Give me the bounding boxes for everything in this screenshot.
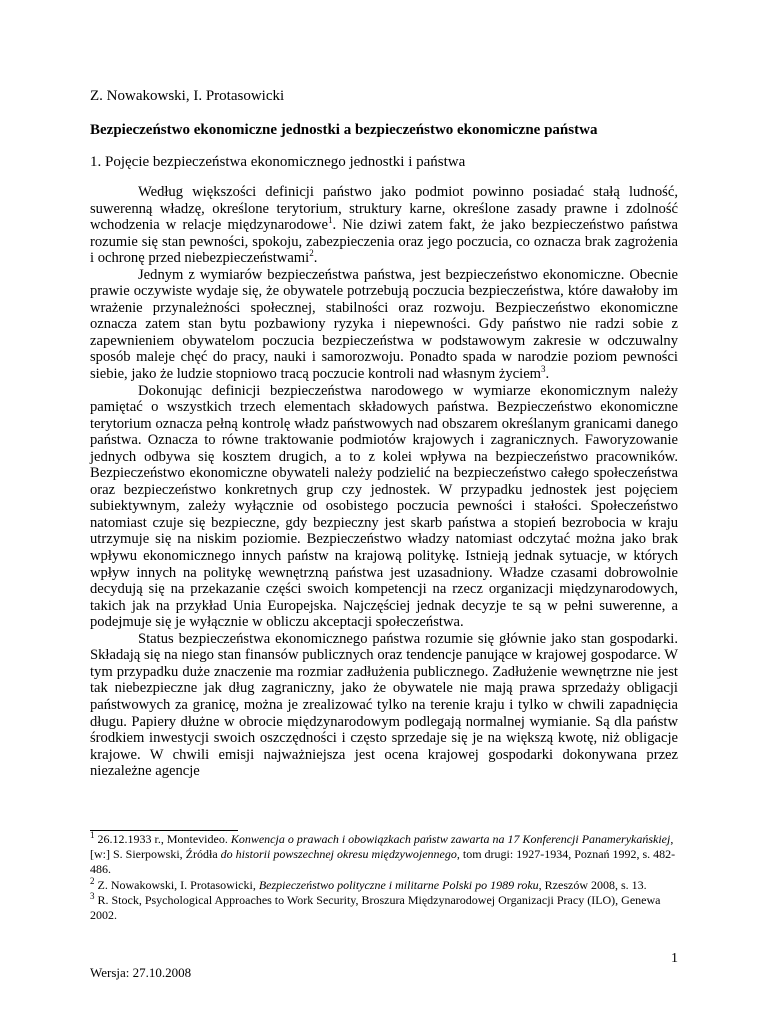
footnote-1: $^1$ 26.12.1933 r., Montevideo. Konwencja o prawach i obowiązkach państw zawarta na 17 Konferencji Panamerykańskiej, [w:] S. Sierpowski, Źródła do historii powszechnej okresu międzywojennego, tom drugi: 1927-1934, Poznań 1992, s. 482-486.	[90, 830, 676, 877]
footnote-ref-3[interactable]: 3	[541, 364, 546, 375]
section-heading: 1. Pojęcie bezpieczeństwa ekonomicznego jednostki i państwa	[90, 154, 466, 170]
footnote-separator	[90, 830, 238, 831]
page-number: 1	[671, 951, 678, 966]
version-footer: Wersja: 27.10.2008	[90, 965, 192, 980]
body-text	[90, 184, 678, 780]
footnotes	[90, 832, 678, 923]
paragraph-1: Według większości definicji państwo jako podmiot powinno posiadać stałą ludność, suwerenną władzę, określone terytorium, struktury karne, określone zasady prawne i zdolność wchodzenia w relacje międzynarodowe$^1$. Nie dziwi zatem fakt, że jako bezpieczeństwo państwa rozumie się stan pewności, spokoju, zabezpieczenia oraz jego poczucia, co oznacza brak zagrożenia i ochronę przed niebezpieczeństwami$^2$.	[90, 184, 678, 267]
authors: Z. Nowakowski, I. Protasowicki	[90, 88, 285, 104]
paragraph-2: Jednym z wymiarów bezpieczeństwa państwa, jest bezpieczeństwo ekonomiczne. Obecnie prawie oczywiste wydaje się, że obywatele potrzebują poczucia bezpieczeństwa, które dawałoby im wrażenie przynależności społecznej, stabilności oraz rozwoju. Bezpieczeństwo ekonomiczne oznacza zatem stan bytu pozbawiony ryzyka i niepewności. Gdy państwo nie radzi sobie z zapewnieniem obywatelom poczucia bezpieczeństwa w podstawowym zakresie w odczuwalny sposób maleje chęć do pracy, nauki i samorozwoju. Ponadto spada w narodzie poziom pewności siebie, jako że ludzie stopniowo tracą poczucie kontroli nad własnym życiem$^3$.	[90, 266, 678, 383]
footnote-3: $^3$ R. Stock, Psychological Approaches to Work Security, Broszura Międzynarodowej Organizacji Pracy (ILO), Genewa 2002.	[90, 890, 661, 923]
footnote-ref-2[interactable]: 2	[309, 248, 314, 259]
paragraph-4: Status bezpieczeństwa ekonomicznego państwa rozumie się głównie jako stan gospodarki. Składają się na niego stan finansów publicznych oraz tendencje panujące w krajowej gospodarce. W tym przypadku duże znaczenie ma rozmiar zadłużenia publicznego. Zadłużenie wewnętrzne nie jest tak niebezpieczne jak dług zagraniczny, jako że obywatele nie mają prawa sprzedaży obligacji państwowych za granicę, można je zrealizować tylko na terenie kraju i tylko w chwili zapadnięcia długu. Papiery dłużne w obrocie międzynarodowym podlegają normalnej wymianie. Są dla państw środkiem inwestycji swoich oszczędności i często sprzedaje się je na większą kwotę, niż obligacje krajowe. W chwili emisji najważniejsza jest ocena krajowej gospodarki dokonywana przez niezależne agencje	[90, 630, 678, 780]
footnote-ref-1[interactable]: 1	[327, 215, 333, 226]
footnote-2: $^2$ Z. Nowakowski, I. Protasowicki, Bezpieczeństwo polityczne i militarne Polski po 1989 roku, Rzeszów 2008, s. 13.	[90, 875, 647, 892]
document-title: Bezpieczeństwo ekonomiczne jednostki a bezpieczeństwo ekonomiczne państwa	[90, 122, 598, 138]
paragraph-3: Dokonując definicji bezpieczeństwa narodowego w wymiarze ekonomicznym należy pamiętać o wszystkich trzech elementach składowych państwa. Bezpieczeństwo ekonomiczne terytorium oznacza pełną kontrolę władz państwowych nad obszarem określanym granicami danego państwa. Oznacza to równe traktowanie podmiotów krajowych i zagranicznych. Faworyzowanie jednych odbywa się kosztem drugich, a to z kolei wpływa na bezpieczeństwo pracowników. Bezpieczeństwo ekonomiczne obywateli należy podzielić na bezpieczeństwo całego społeczeństwa oraz bezpieczeństwo konkretnych grup czy jednostek. W przypadku jednostek jest pojęciem subiektywnym, zależy wyłącznie od osobistego poczucia pewności i stałości. Społeczeństwo natomiast czuje się bezpieczne, gdy bezpieczny jest skarb państwa a stopień bezrobocia w kraju utrzymuje się na niskim poziomie. Bezpieczeństwo władzy natomiast odczytać można jako brak wpływu ekonomicznego innych państw na krajową politykę. Istnieją jednak sytuacje, w których wpływ innych na politykę wewnętrzną państwa jest uzasadniony. Władze czasami dobrowolnie decydują się na przekazanie części swoich kompetencji na rzecz organizacji międzynarodowych, takich jak na przykład Unia Europejska. Najczęściej jednak decyzje te są w pełni suwerenne, a podejmuje się je wyłącznie w obliczu akceptacji społeczeństwa.	[90, 382, 678, 631]
